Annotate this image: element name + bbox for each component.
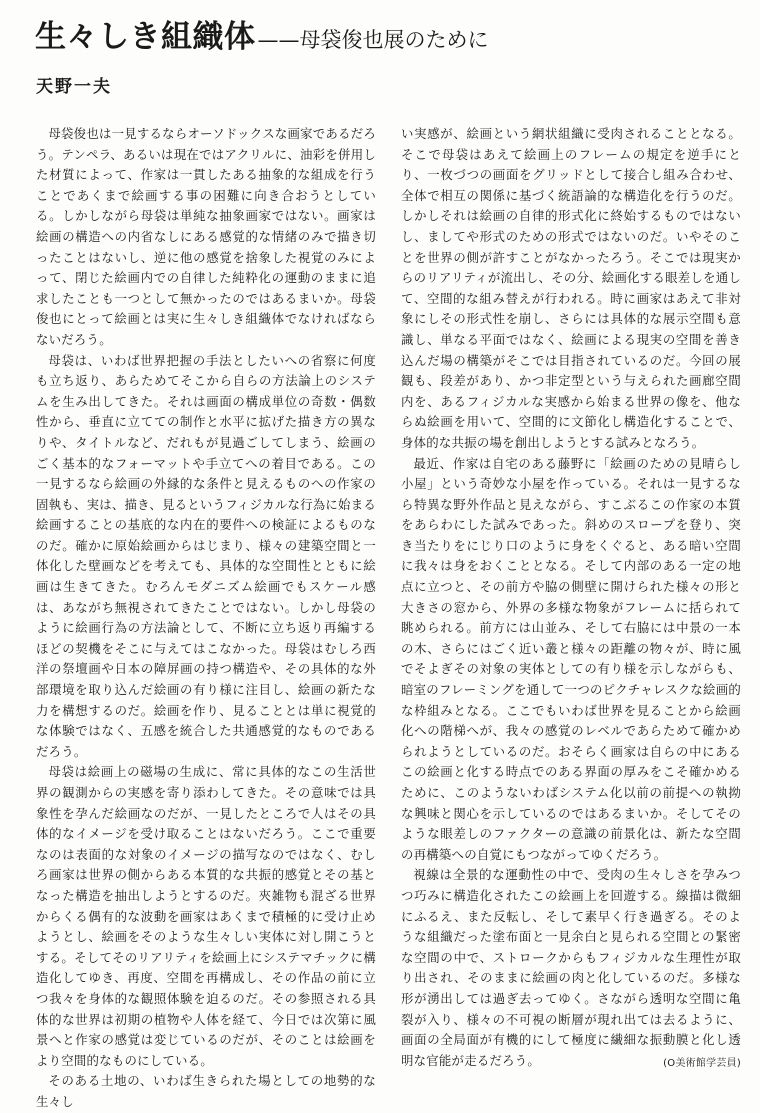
- paragraph: 母袋は絵画上の磁場の生成に、常に具体的なこの生活世界の観測からの実感を寄り添わしてきた。その意味では具象性を孕んだ絵画なのだが、一見したところで人はその具体的なイメージを受け取ることはないだろう。ここで重要なのは表面的な対象のイメージの描写なのではなく、むしろ画家は世界の側からある本質的な共振的感覚とその基となった構造を抽出しようとするのだ。夾雑物も混ざる世界からくる偶有的な波動を画家はあくまで積極的に受け止めようとし、絵画をそのような生々しい実体に対し開こうとする。そしてそのリアリティを絵画上にシステマチックに構造化してゆき、再度、空間を再構成し、その作品の前に立つ我々を身体的な観照体験を迫るのだ。その参照される具体的な世界は初期の植物や人体を経て、今日では次第に風景へと作家の感覚は変じているのだが、そのことは絵画をより空間的なものにしている。: [36, 764, 376, 1068]
- paragraph: 最近、作家は自宅のある藤野に「絵画のための見晴らし小屋」という奇妙な小屋を作っている。それは一見するなら特異な野外作品と見えながら、すこぶるこの作家の本質をあらわにした試みであった。斜めのスロープを登り、突き当たりをにじり口のように身をくぐると、ある暗い空間に我々は身をおくこととなる。そして内部のある一定の地点に立つと、その前方や脇の側壁に開けられた様々の形と大きさの窓から、外界の多様な物象がフレームに括られて眺められる。前方には山並み、そして右脇には中景の一本の木、さらにはごく近い叢と様々の距離の物々が、時に風でそよぎその対象の実体としての有り様を示しながらも、暗室のフレーミングを通して一つのピクチャレスクな絵画的な枠組みとなる。ここでもいわば世界を見ることから絵画化への階梯へが、我々の感覚のレベルであらためて確かめられようとしているのだ。おそらく画家は自らの中にあるこの絵画と化する時点でのある界面の厚みをこそ確かめるために、このようないわばシステム化以前の前提への執拗な興味と関心を示しているのではあるまいか。そしてそのような眼差しのファクターの意識の前景化は、新たな空間の再構築への自覚にもつながってゆくだろう。: [401, 455, 741, 862]
- paragraph-final: [401, 865, 741, 1071]
- text-column-left: [36, 124, 376, 1113]
- title-main: 生々しき組織体: [35, 19, 256, 55]
- author-affiliation: (O美術館学芸員): [663, 1057, 741, 1069]
- title-subtitle: ——母袋俊也展のために: [257, 28, 489, 52]
- article-title: [35, 18, 489, 58]
- article-header: [0, 0, 760, 120]
- paragraph: 母袋は、いわば世界把握の手法としたいへの省察に何度も立ち返り、あらためてそこから自らの方法論上のシステムを生み出してきた。それは画面の構成単位の奇数・偶数性から、垂直に立てての制作と水平に拡げた描き方の異なりや、タイトルなど、だれもが見過ごしてしまう、絵画のごく基本的なフォーマットや手立てへの着目である。この一見するなら絵画の外縁的な条件と見えるものへの作家の固執も、実は、描き、見るというフィジカルな行為に始まる絵画することの基底的な内在的要件への検証によるものなのだ。確かに原始絵画からはじまり、様々の建築空間と一体化した壁画などを考えても、具体的な空間性とともに絵画は生きてきた。むろんモダニズム絵画でもスケール感は、あながち無視されてきたことではない。しかし母袋のように絵画行為の方法論として、不断に立ち返り再編するほどの契機をそこに与えてはこなかった。母袋はむしろ西洋の祭壇画や日本の障屏画の持つ構造や、その具体的な外部環境を取り込んだ絵画の有り様に注目し、絵画の新たな力を構想するのだ。絵画を作り、見ることとは単に視覚的な体験ではなく、五感を統合した共通感覚的なものであるだろう。: [36, 352, 376, 759]
- paragraph-continued: い実感が、絵画という網状組織に受肉されることとなる。そこで母袋はあえて絵画上のフレームの規定を逆手にとり、一枚づつの画面をグリッドとして接合し組み合わせ、全体で相互の関係に基づく統語論的な構造化を行うのだ。しかしそれは絵画の自律的形式化に終始するものではないし、ましてや形式のための形式ではないのだ。いやそのことを世界の側が許すことがなかったろう。そこでは現実からのリアリティが流出し、その分、絵画化する眼差しを通して、空間的な組み替えが行われる。時に画家はあえて非対象にしその形式性を崩し、さらには具体的な展示空間も意識し、単なる平面ではなく、絵画による現実の空間を善き込んだ場の構築がそこでは目指されているのだ。今回の展観も、段差があり、かつ非定型という与えられた画廊空間内を、あるフィジカルな実感から始まる世界の像を、他ならぬ絵画を用いて、空間的に文節化し構造化することで、身体的な共振の場を創出しようとする試みとなろう。: [401, 126, 741, 450]
- paragraph: そのある土地の、いわば生きられた場としての地勢的な生々し: [36, 1073, 376, 1109]
- author-name: 天野一夫: [36, 77, 112, 97]
- paragraph-final-text: 視線は全景的な運動性の中で、受肉の生々しさを孕みつつ巧みに構造化されたこの絵画上を回遊する。線描は微細にふるえ、また反転し、そして素早く行き過ぎる。そのような組織だった塗布面と一見余白と見られる空間との緊密な空間の中で、ストロークからもフィジカルな生理性が取り出され、そのままに絵画の肉と化しているのだ。多様な形が湧出しては過ぎ去ってゆく。さながら透明な空間に亀裂が入り、様々の不可視の断層が現れ出ては去るように、画面の全局面が有機的にして極度に繊細な振動膜と化し透明な官能が走るだろう。: [401, 867, 741, 1068]
- paragraph: 母袋俊也は一見するならオーソドックスな画家であるだろう。テンペラ、あるいは現在ではアクリルに、油彩を併用した材質によって、作家は一貫したある抽象的な組成を行うことであくまで絵画する事の困難に向き合おうとしている。しかしながら母袋は単純な抽象画家ではない。画家は絵画の構造への内省なしにある感覚的な情緒のみで描き切ったことはないし、逆に他の感覚を捨象した視覚のみによって、閉じた絵画内での自律した純粋化の運動のままに追求したことも一つとして無かったのではあるまいか。母袋俊也にとって絵画とは実に生々しき組織体でなければならないだろう。: [36, 126, 376, 347]
- text-column-right: [401, 124, 741, 1074]
